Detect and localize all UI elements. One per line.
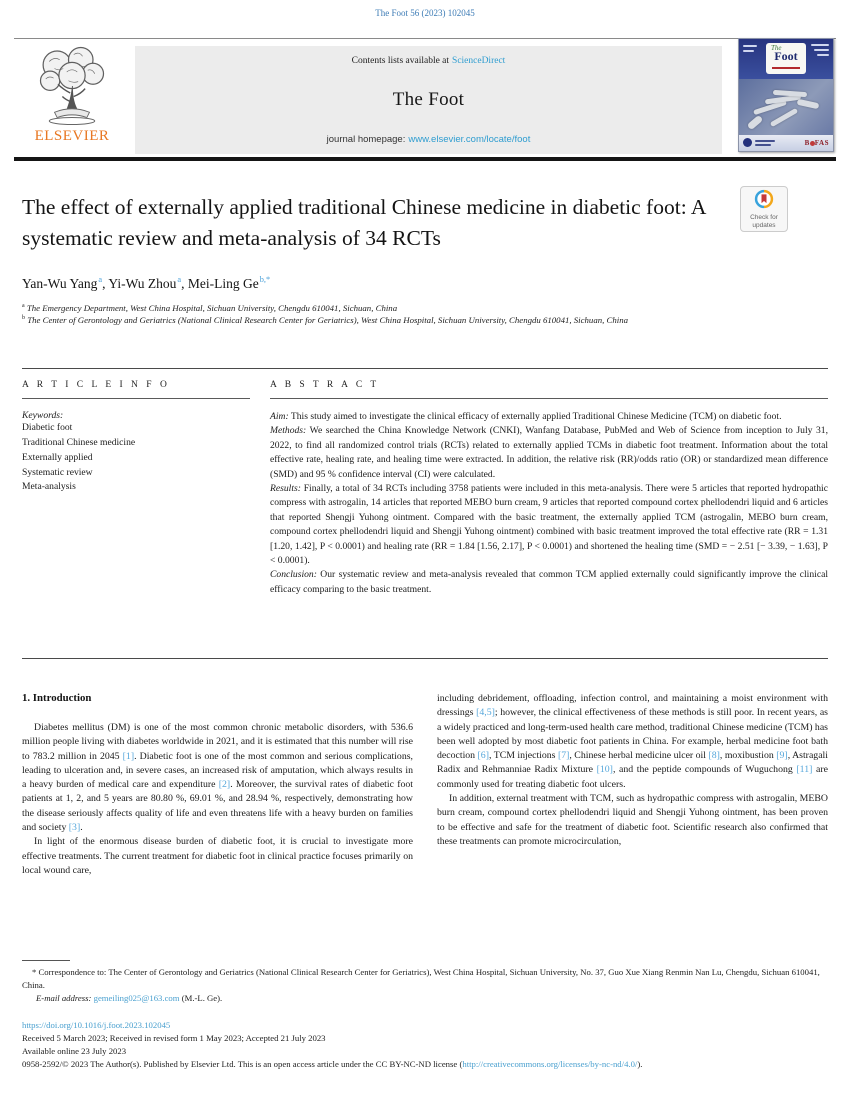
cover-decor-bar: [743, 45, 757, 47]
cover-decor-bar: [755, 140, 775, 142]
author-affiliation-sup: a: [177, 275, 182, 285]
homepage-label: journal homepage:: [326, 134, 406, 145]
license-link[interactable]: http://creativecommons.org/licenses/by-nc-nd/4.0/: [462, 1059, 638, 1070]
affiliations: [22, 302, 828, 328]
banner-bottom-bar: [14, 157, 836, 161]
footnote-rule: [22, 960, 70, 961]
bofas-b: B: [804, 139, 810, 147]
author-affiliation-sup: a: [98, 275, 103, 285]
bofas-fas: FAS: [814, 139, 829, 147]
email-link[interactable]: gemeiling025@163.com: [93, 993, 180, 1004]
top-rule: [14, 38, 836, 39]
running-head-citation[interactable]: The Foot 56 (2023) 102045: [375, 8, 475, 18]
section-rule: [22, 368, 828, 369]
keyword: Externally applied: [22, 451, 93, 463]
license-line: 0958-2592/© 2023 The Author(s). Published by Elsevier Ltd. This is an open access article under the CC BY-NC-ND license (http://creativecommons.org/licenses/by-nc-nd/4.0/).: [22, 1059, 643, 1070]
affiliation: $^a$ The Emergency Department, West China Hospital, Sichuan University, Chengdu 610041, Sichuan, China: [22, 302, 398, 313]
intro-paragraph: In light of the enormous disease burden of diabetic foot, it is crucial to investigate more effective treatments. The current treatment for diabetic foot in clinical practice focuses primarily on local wound care,: [22, 836, 413, 876]
email-suffix: (M.-L. Ge).: [179, 993, 223, 1004]
abstract-methods: Methods: We searched the China Knowledge Network (CNKI), Wanfang Database, PubMed and Web of Science from inception to July 31, 2022, to find all randomized control trials (RCTs) related to externally applied TCMs in diabetic foot treatment. Information about the total effective rate, healing rate, and healing time were extracted. In addition, the relative risk (RR)/odds ratio (OR) or standardized mean difference (SMD) and 95 % confidence interval (CI) were calculated.: [270, 425, 828, 480]
cover-decor-bar: [817, 54, 829, 56]
keyword: Traditional Chinese medicine: [22, 436, 136, 448]
email-line: [22, 992, 828, 1005]
cover-decor-bar: [814, 49, 829, 51]
abstract-column: [270, 380, 828, 597]
doi-link[interactable]: https://doi.org/10.1016/j.foot.2023.102045: [22, 1020, 171, 1031]
elsevier-logo[interactable]: [20, 44, 124, 156]
intro-paragraph: Diabetes mellitus (DM) is one of the most common chronic metabolic disorders, with 536.6 million people living with diabetes worldwide in 2021, and it is estimated that this number will rise to 783.2 million in 2045 [1]. Diabetic foot is one of the most common and serious complications, leading to ulceration and, in severe cases, an increased risk of amputation, which always results in a heavy burden of medical care and expenditure [2]. Moreover, the survival rates of diabetic foot patients at 1, 2, and 5 years are 80.80 %, 69.01 %, and 28.94 %, respectively, demonstrating how the disease seriously affects quality of life and even threatens life with a heavy burden on families and society [3].: [22, 722, 413, 834]
contents-lists-line: [135, 56, 722, 66]
cover-title-panel: [766, 43, 806, 74]
bone-shape: [770, 108, 798, 127]
article-info-column: [22, 380, 250, 597]
cover-title-foot: Foot: [774, 49, 798, 63]
introduction-section: [22, 692, 828, 878]
cover-masthead: [739, 39, 833, 79]
intro-right-column: [437, 692, 828, 878]
heading-rule: [22, 398, 250, 399]
author: Yan-Wu Yang$^a$,: [22, 275, 109, 291]
journal-banner: [14, 44, 836, 156]
cover-society-emblem: [743, 138, 752, 147]
cover-decor-bar: [755, 144, 771, 146]
bofas-logo: [805, 139, 829, 147]
intro-paragraph: including debridement, offloading, infection control, and maintaining a moist environment with dressings [4,5]; however, the clinical effectiveness of these methods is still poor. In recent years, as a widely practiced and long-term-used health care method, traditional Chinese medicine (TCM) has been well adopted by most diabetic foot patients in China. For example, herbal medicine foot bath decoction [6], TCM injections [7], Chinese herbal medicine ulcer oil [8], moxibustion [9], Astragali Radix and Rehmanniae Radix Mixture [10], and the peptide compounds of Wuguchong [11] are commonly used for treating diabetic foot ulcers.: [437, 693, 828, 790]
journal-title: The Foot: [392, 89, 465, 110]
check-for-updates-badge[interactable]: [740, 186, 788, 232]
abstract-results: Results: Finally, a total of 34 RCTs including 3758 patients were included in this meta-analysis. There were 5 articles that reported hydropathic compress with astrogalin, 14 articles that reported MEBO burn cream, 9 articles that reported compound cortex phellodendri liquid and 6 articles that reported Shengji Yuhong ointment. Compared with the basic treatment, the externally applied TCM (astrogalin, MEBO burn cream, compound cortex phellodendri liquid and Shengji Yuhong ointment) combined with basic treatment improved the total effective rate (RR = 1.31 [1.20, 1.42], P < 0.0001) and healing rate (RR = 1.84 [1.56, 2.17], P < 0.0001) and shortened the healing time (SMD = − 2.51 [− 3.39, − 1.63], P < 0.0001).: [270, 482, 828, 566]
keywords-label: Keywords:: [22, 410, 64, 421]
cover-foot-photo: [739, 79, 833, 135]
contents-lists-text: Contents lists available at: [351, 56, 450, 66]
cover-footer-strip: [739, 135, 833, 151]
cover-decor-bar: [811, 44, 829, 46]
affiliation: $^b$ The Center of Gerontology and Geriatrics (National Clinical Research Center for Geriatrics), West China Hospital, Sichuan University, Chengdu 610041, Sichuan, China: [22, 315, 629, 326]
check-updates-icon: [754, 189, 774, 209]
journal-homepage-line: [135, 134, 722, 145]
author-affiliation-sup[interactable]: b,*: [259, 275, 271, 285]
elsevier-wordmark: ELSEVIER: [34, 128, 110, 144]
elsevier-tree-icon: [28, 44, 116, 128]
cover-decor-bar: [743, 50, 754, 52]
introduction-heading: 1. Introduction: [22, 692, 92, 704]
bone-shape: [773, 90, 807, 97]
paper-title: The effect of externally applied traditional Chinese medicine in diabetic foot: A systematic review and meta-analysis of 34 RCTs: [22, 195, 706, 250]
keyword: Diabetic foot: [22, 422, 73, 433]
intro-paragraph: In addition, external treatment with TCM, such as hydropathic compress with astrogalin, MEBO burn cream, compound cortex phellodendri liquid and Shengji Yuhong ointment, has been proven to be effective and safe for the treatment of diabetic foot. Scientific research also confirmed that these treatments can promote microcirculation,: [437, 793, 828, 847]
intro-left-column: [22, 692, 413, 878]
affiliation-sup: b: [22, 315, 25, 322]
abstract-aim: Aim: This study aimed to investigate the clinical efficacy of externally applied Traditional Chinese Medicine (TCM) on diabetic foot.: [270, 411, 782, 422]
cover-title-the: The: [771, 44, 782, 52]
heading-rule: [270, 398, 828, 399]
author: Yi-Wu Zhou$^a$,: [108, 275, 188, 291]
section-rule: [22, 658, 828, 659]
bone-shape: [747, 115, 764, 131]
banner-panel: [135, 46, 722, 154]
bone-shape: [797, 99, 820, 109]
footnotes: [22, 960, 828, 1071]
sciencedirect-link[interactable]: ScienceDirect: [452, 56, 506, 66]
journal-cover-thumbnail[interactable]: [738, 38, 834, 152]
homepage-link[interactable]: www.elsevier.com/locate/foot: [408, 134, 531, 145]
keyword: Systematic review: [22, 466, 93, 478]
article-header: [22, 192, 828, 327]
received-dates: Received 5 March 2023; Received in revised form 1 May 2023; Accepted 21 July 2023: [22, 1033, 326, 1044]
affiliation-sup: a: [22, 302, 25, 309]
email-label: E-mail address:: [36, 993, 92, 1004]
info-abstract-section: [22, 380, 828, 597]
abstract-conclusion: Conclusion: Our systematic review and meta-analysis revealed that common TCM applied externally could significantly improve the clinical efficacy comparing to the basic treatment.: [270, 569, 828, 595]
available-online: Available online 23 July 2023: [22, 1046, 127, 1057]
cover-red-rule: [772, 67, 800, 69]
publication-details: [22, 1019, 828, 1071]
abstract-heading: A B S T R A C T: [270, 380, 380, 390]
badge-text-line2: updates: [752, 222, 776, 230]
author-list: [22, 275, 828, 292]
correspondence-note: * Correspondence to: The Center of Gerontology and Geriatrics (National Clinical Research Center for Geriatrics), West China Hospital, Sichuan University, No. 37, Guo Xue Xiang Renmin Nan Lu, Chengdu, Sichuan 610041, China.: [22, 967, 820, 991]
keyword: Meta-analysis: [22, 481, 76, 493]
badge-text-line1: Check for: [750, 214, 778, 221]
author: Mei-Ling $Ge^{b,*}$: [187, 275, 271, 291]
article-info-heading: A R T I C L E I N F O: [22, 380, 170, 390]
